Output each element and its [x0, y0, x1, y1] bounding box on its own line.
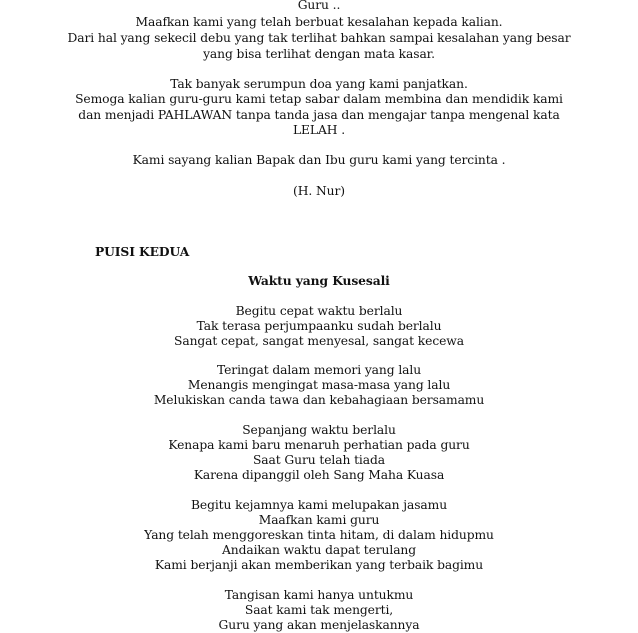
poem-line: Semoga kalian guru-guru kami tetap sabar dalam membina dan mendidik kami	[75, 92, 563, 106]
poem-line: Teringat dalam memori yang lalu	[216, 363, 422, 377]
poem-line: Sepanjang waktu berlalu	[242, 423, 396, 437]
poem-line: Begitu kejamnya kami melupakan jasamu	[190, 498, 448, 512]
poem-line: LELAH .	[292, 123, 346, 137]
poem-line: Tangisan kami hanya untukmu	[224, 588, 414, 602]
poem-author: (H. Nur)	[293, 184, 345, 198]
section-heading: PUISI KEDUA	[95, 244, 190, 259]
poem-line: Begitu cepat waktu berlalu	[235, 304, 403, 318]
poem-line: Kami sayang kalian Bapak dan Ibu guru kami yang tercinta .	[132, 153, 506, 167]
poem-line: Sangat cepat, sangat menyesal, sangat kecewa	[174, 334, 464, 348]
poem-line: Maafkan kami yang telah berbuat kesalahan kepada kalian.	[135, 15, 503, 29]
poem-line: Maafkan kami guru	[258, 513, 380, 527]
poem-line: Tak banyak serumpun doa yang kami panjatkan.	[170, 77, 468, 91]
poem-line: Guru ..	[297, 0, 341, 12]
poem-title: Waktu yang Kusesali	[248, 273, 390, 288]
poem-line: Guru yang akan menjelaskannya	[218, 618, 420, 632]
poem-line: yang bisa terlihat dengan mata kasar.	[203, 47, 435, 61]
poem-line: Menangis mengingat masa-masa yang lalu	[187, 378, 451, 392]
poem-line: Kami berjanji akan memberikan yang terbaik bagimu	[154, 558, 484, 572]
poem-line: Tak terasa perjumpaanku sudah berlalu	[196, 319, 442, 333]
poem-line: Andaikan waktu dapat terulang	[221, 543, 417, 557]
poem-line: Melukiskan canda tawa dan kebahagiaan bersamamu	[153, 393, 485, 407]
poem-line: Saat Guru telah tiada	[252, 453, 385, 467]
poem-line: Kenapa kami baru menaruh perhatian pada guru	[168, 438, 470, 452]
poem-line: Saat kami tak mengerti,	[244, 603, 394, 617]
poem-line: Karena dipanggil oleh Sang Maha Kuasa	[193, 468, 445, 482]
poem-line: Dari hal yang sekecil debu yang tak terlihat bahkan sampai kesalahan yang besar	[67, 31, 571, 45]
poem-line: Yang telah menggoreskan tinta hitam, di dalam hidupmu	[144, 528, 494, 542]
poem-line: dan menjadi PAHLAWAN tanpa tanda jasa dan mengajar tanpa mengenal kata	[78, 108, 560, 122]
